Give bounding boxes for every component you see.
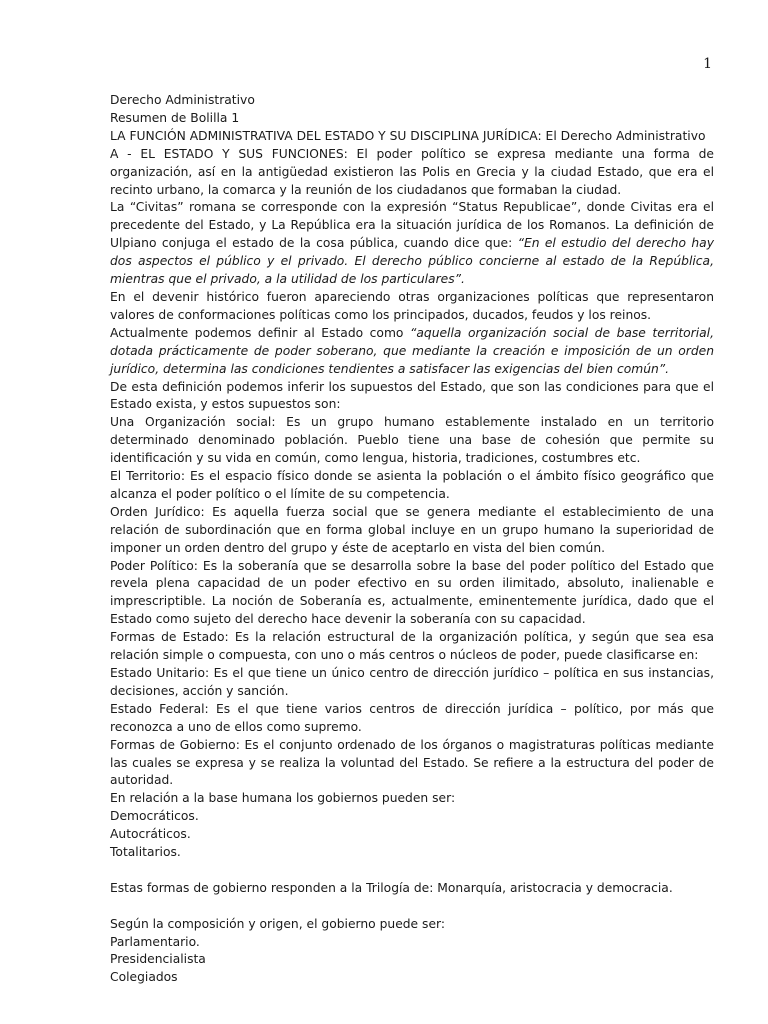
paragraph-formas-estado: Formas de Estado: Es la relación estructural de la organización política, y según que sea esa relación simple o compuesta, con uno o más centros o núcleos de poder, puede clasificarse en: — [110, 630, 714, 663]
paragraph-estado-federal: Estado Federal: Es el que tiene varios centros de dirección jurídica – político, por más que reconozca a uno de ellos como supremo. — [110, 701, 714, 734]
list-item: Parlamentario. — [110, 934, 200, 949]
paragraph-devenir-historico: En el devenir histórico fueron apareciendo otras organizaciones políticas que representaron valores de conformaciones políticas como los principados, ducados, feudos y los reinos. — [110, 289, 714, 322]
page-number: 1 — [703, 56, 712, 72]
paragraph-base-humana: En relación a la base humana los gobiernos pueden ser: — [110, 791, 456, 806]
ulpiano-quote: “En el estudio del derecho hay dos aspectos el público y el privado. El derecho público concierne al estado de la República, mientras que el privado, a la utilidad de los particulares”. — [110, 236, 714, 287]
paragraph-estado-funciones: A - EL ESTADO Y SUS FUNCIONES: El poder político se expresa mediante una forma de organización, así en la antigüedad existieron las Polis en Grecia y la ciudad Estado, que era el recinto urbano, la comarca y la reunión de los ciudadanos que formaban la ciudad. — [110, 146, 714, 197]
paragraph-composicion: Según la composición y origen, el gobierno puede ser: — [110, 916, 445, 931]
paragraph-trilogia: Estas formas de gobierno responden a la Trilogía de: Monarquía, aristocracia y democracia. — [110, 880, 673, 895]
section-heading: LA FUNCIÓN ADMINISTRATIVA DEL ESTADO Y SU DISCIPLINA JURÍDICA: El Derecho Administrativo — [110, 128, 706, 143]
paragraph-supuestos: De esta definición podemos inferir los supuestos del Estado, que son las condiciones para que el Estado exista, y estos supuestos son: — [110, 379, 714, 412]
paragraph-organizacion-social: Una Organización social: Es un grupo humano establemente instalado en un territorio determinado denominado población. Pueblo tiene una base de cohesión que permite su identificación y su vida en común, como lengua, historia, tradiciones, costumbres etc. — [110, 415, 714, 466]
paragraph-definicion-estado — [110, 325, 714, 379]
summary-title: Resumen de Bolilla 1 — [110, 110, 240, 125]
course-title: Derecho Administrativo — [110, 93, 255, 107]
paragraph-territorio: El Territorio: Es el espacio físico donde se asienta la población o el ámbito físico geográfico que alcanza el poder político o el límite de su competencia. — [110, 469, 714, 501]
paragraph-poder-politico: Poder Político: Es la soberanía que se desarrolla sobre la base del poder político del Estado que revela plena capacidad de un poder efectivo en su orden ilimitado, absoluto, inalienable e imprescriptible. La noción de Soberanía es, actualmente, eminentemente jurídica, dado que el Estado como sujeto del derecho hace devenir la soberanía con su capacidad. — [110, 558, 714, 627]
paragraph-estado-unitario: Estado Unitario: Es el que tiene un único centro de dirección jurídico – política en sus instancias, decisiones, acción y sanción. — [110, 666, 714, 698]
paragraph-formas-gobierno: Formas de Gobierno: Es el conjunto ordenado de los órganos o magistraturas políticas mediante las cuales se expresa y se realiza la voluntad del Estado. Se refiere a la estructura del poder de autoridad. — [110, 737, 714, 788]
paragraph-orden-juridico: Orden Jurídico: Es aquella fuerza social que se genera mediante el establecimiento de una relación de subordinación que en forma global incluye en un grupo humano la superioridad de imponer un orden dentro del grupo y éste de aceptarlo en vista del bien común. — [110, 504, 714, 555]
document-body — [110, 92, 714, 987]
list-item: Colegiados — [110, 970, 178, 985]
list-item: Totalitarios. — [110, 845, 181, 860]
list-item: Democráticos. — [110, 809, 199, 824]
definicion-text: Actualmente podemos definir al Estado como — [110, 325, 410, 340]
civitas-text: La “Civitas” romana se corresponde con la expresión “Status Republicae”, donde Civitas era el precedente del Estado, y La República era la situación jurídica de los Romanos. La definición de Ulpiano conjuga el estado de la cosa pública, cuando dice que: — [110, 200, 714, 251]
spacer — [110, 862, 714, 880]
definicion-quote: “aquella organización social de base territorial, dotada prácticamente de poder soberano, que mediante la creación e imposición de un orden jurídico, determina las condiciones tendientes a satisfacer las exigencias del bien común”. — [110, 325, 714, 376]
list-item: Autocráticos. — [110, 827, 191, 842]
list-item: Presidencialista — [110, 952, 206, 967]
spacer — [110, 898, 714, 916]
paragraph-civitas — [110, 199, 714, 289]
